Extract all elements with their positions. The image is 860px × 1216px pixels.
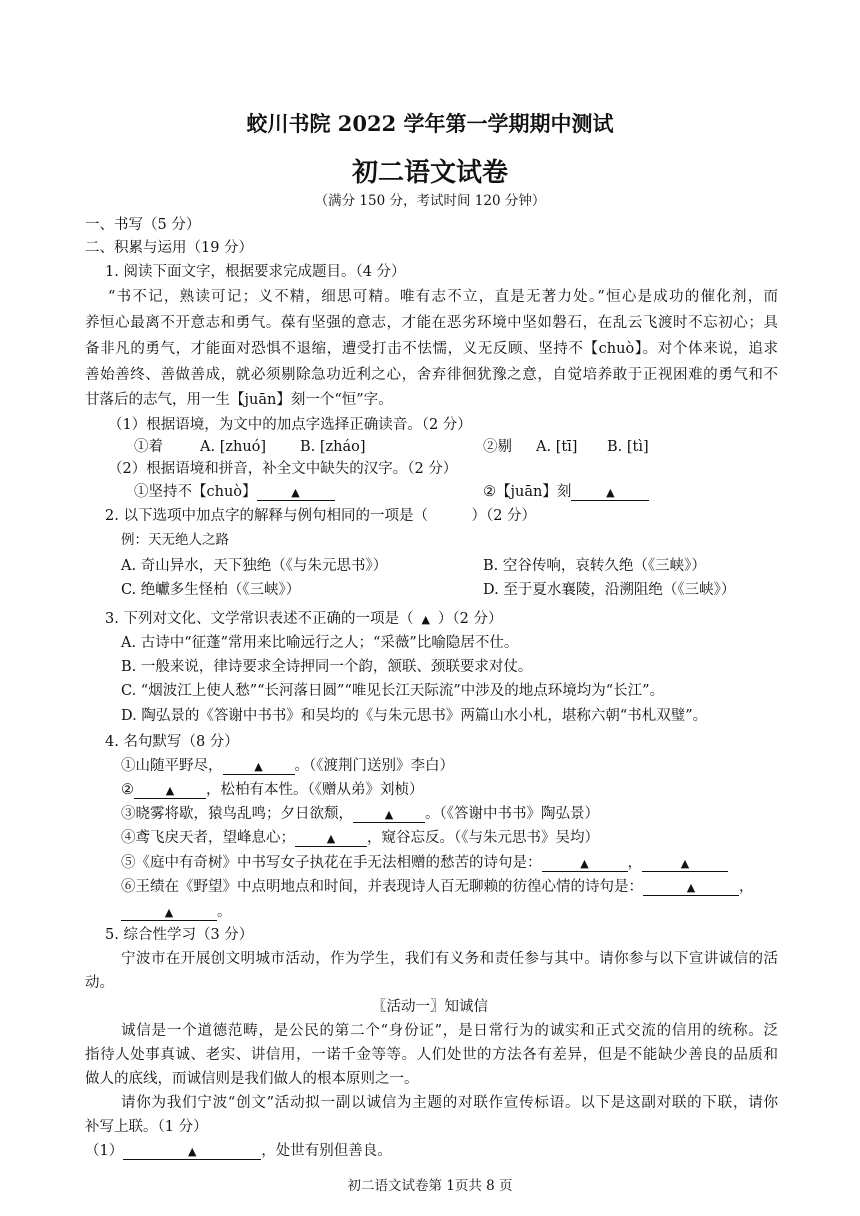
q4-line-4	[121, 831, 599, 847]
q3-stem-text: 3. 下列对文化、文学常识表述不正确的一项是（	[105, 611, 414, 627]
answer-blank[interactable]	[295, 831, 367, 847]
q5-paragraph-line: 补写上联。（1 分）	[85, 1119, 208, 1135]
q4-line-1-prefix: ①山随平野尽，	[121, 758, 223, 774]
q1-passage-line: 备非凡的勇气，才能面对恐惧不退缩，遭受打击不怯懦，义无反顾、坚持不【chuò】。对个体来说，追求	[85, 341, 778, 357]
q1-sub1-a-label: ①着	[134, 439, 163, 455]
q1-sub2: （2）根据语境和拼音，补全文中缺失的汉字。（2 分）	[108, 461, 458, 477]
section-writing: 一、书写（5 分）	[85, 217, 201, 233]
q4-line-4-suffix: ，窥谷忘反。（《与朱元思书》吴均）	[367, 830, 599, 846]
q5-answer-label: （1）	[85, 1143, 124, 1159]
q5-paragraph-line: 请你为我们宁波“创文”活动拟一副以诚信为主题的对联作宣传标语。以下是这副对联的下联，请你	[121, 1095, 778, 1111]
q4-line-1	[121, 759, 454, 775]
q2-stem: 2. 以下选项中加点字的解释与例句相同的一项是（ ）（2 分）	[105, 508, 537, 524]
answer-marker-icon: ▲	[326, 832, 336, 845]
answer-marker-icon: ▲	[254, 760, 263, 773]
answer-marker-icon: ▲	[606, 486, 615, 499]
q1-sub2-a-label: ①坚持不【chuò】	[134, 484, 257, 500]
q1-sub1: （1）根据语境，为文中的加点字选择正确读音。（2 分）	[108, 417, 472, 433]
answer-marker-icon: ▲	[680, 857, 690, 870]
q5-stem: 5. 综合性学习（3 分）	[105, 927, 254, 943]
q2-option-b: B. 空谷传响，哀转久绝（《三峡》）	[483, 558, 706, 574]
q4-line-1-suffix: 。（《渡荆门送别》李白）	[294, 758, 454, 774]
answer-blank[interactable]	[571, 485, 649, 501]
answer-marker-icon: ▲	[164, 906, 174, 919]
q1-sub1-a-option-b: B. [zháo]	[300, 439, 366, 455]
answer-blank[interactable]	[642, 856, 728, 872]
q4-line-3-suffix: 。（《答谢中书书》陶弘景）	[425, 806, 599, 822]
score-info: （满分 150 分，考试时间 120 分钟）	[314, 193, 546, 209]
q3-option-c: C. “烟波江上使人愁”“长河落日圆”“唯见长江天际流”中涉及的地点环境均为“长江”。	[121, 683, 665, 699]
q4-line-3	[121, 807, 599, 823]
answer-marker-icon: ▲	[421, 613, 430, 626]
answer-blank[interactable]	[257, 485, 335, 501]
answer-marker-icon: ▲	[188, 1145, 197, 1158]
page-footer: 初二语文试卷第 1页共 8 页	[347, 1178, 513, 1194]
q4-line-6: ⑥王绩在《野望》中点明地点和时间，并表现诗人百无聊赖的彷徨心情的诗句是： ▲ ，	[121, 879, 754, 895]
q4-line-4-prefix: ④鸢飞戾天者，望峰息心；	[121, 830, 295, 846]
q1-sub1-b-label: ②剔	[483, 439, 512, 455]
q4-line-2-suffix: ，松柏有本性。（《赠从弟》刘桢）	[206, 782, 424, 798]
answer-blank[interactable]	[134, 783, 206, 799]
q5-paragraph-line: 指待人处事真诚、老实、讲信用，一诺千金等等。人们处世的方法各有差异，但是不能缺少善良的品质和	[85, 1047, 778, 1063]
q5-answer-suffix: ，处世有别但善良。	[261, 1143, 392, 1159]
q2-option-a: A. 奇山异水，天下独绝（《与朱元思书》）	[121, 558, 388, 574]
q1-sub2-b	[483, 485, 649, 501]
answer-marker-icon: ▲	[580, 857, 589, 870]
q1-sub2-a	[134, 485, 335, 501]
q3-stem	[105, 612, 503, 627]
q5-intro: 宁波市在开展创文明城市活动，作为学生，我们有义务和责任参与其中。请你参与以下宣讲诚信的活	[121, 951, 778, 967]
paper-title: 初二语文试卷	[351, 158, 508, 188]
q1-passage-line: 甘落后的志气，用一生【juān】刻一个“恒”字。	[85, 392, 393, 408]
q3-option-d: D. 陶弘景的《答谢中书书》和吴均的《与朱元思书》两篇山水小札，堪称六朝“书札双璧”。	[121, 708, 708, 724]
answer-blank[interactable]	[123, 1144, 261, 1160]
answer-blank[interactable]	[223, 759, 295, 775]
q5-paragraph-line: 做人的底线，而诚信则是我们做人的根本原则之一。	[85, 1071, 419, 1087]
answer-marker-icon: ▲	[384, 808, 394, 821]
q2-option-d: D. 至于夏水襄陵，沿溯阻绝（《三峡》）	[483, 582, 736, 598]
q3-stem-score: ）（2 分）	[437, 611, 503, 627]
q3-option-b: B. 一般来说，律诗要求全诗押同一个韵，颔联、颈联要求对仗。	[121, 659, 533, 675]
q5-intro-cont: 动。	[85, 975, 114, 991]
q5-answer-line	[85, 1144, 392, 1160]
q1-passage-line: 善始善终、善做善成，就必须剔除急功近利之心，舍弃徘徊犹豫之意，自觉培养敢于正视困难的勇气和不	[85, 367, 778, 383]
answer-blank[interactable]	[121, 905, 217, 921]
q4-line-2-prefix: ②	[121, 782, 134, 798]
answer-marker-icon: ▲	[165, 784, 175, 797]
q4-line-5: ⑤《庭中有奇树》中书写女子执花在手无法相赠的愁苦的诗句是： ▲ ， ▲	[121, 856, 728, 872]
q4-line-3-prefix: ③晓雾将歇，猿鸟乱鸣；夕日欲颓，	[121, 806, 353, 822]
q4-line-5-text: ⑤《庭中有奇树》中书写女子执花在手无法相赠的愁苦的诗句是：	[121, 855, 542, 871]
q1-stem: 1. 阅读下面文字，根据要求完成题目。（4 分）	[105, 264, 406, 280]
school-title: 蛟川书院 2022 学年第一学期期中测试	[246, 111, 614, 136]
q1-sub1-a-option-a: A. [zhuó]	[200, 439, 267, 455]
q1-sub1-b-option-a: A. [tī]	[536, 439, 578, 455]
answer-marker-icon: ▲	[686, 881, 696, 894]
q1-passage-line: 养恒心最离不开意志和勇气。葆有坚强的意志，才能在恶劣环境中坚如磐石，在乱云飞渡时不忘初心；具	[85, 315, 778, 331]
activity-title: 〖活动一〗知诚信	[372, 999, 488, 1015]
q4-line-6-continued: ▲ 。	[121, 905, 232, 921]
answer-blank[interactable]	[643, 880, 739, 896]
q3-option-a: A. 古诗中“征蓬”常用来比喻远行之人；“采薇”比喻隐居不仕。	[121, 635, 519, 651]
q2-example: 例：天无绝人之路	[121, 532, 229, 548]
q4-line-2	[121, 783, 424, 799]
answer-blank[interactable]	[353, 807, 425, 823]
answer-blank[interactable]	[542, 856, 628, 872]
answer-marker-icon: ▲	[291, 486, 300, 499]
q4-line-6-text: ⑥王绩在《野望》中点明地点和时间，并表现诗人百无聊赖的彷徨心情的诗句是：	[121, 879, 643, 895]
section-accumulation: 二、积累与运用（19 分）	[85, 240, 254, 256]
q1-sub2-b-label: ②【juān】刻	[483, 484, 572, 500]
q5-paragraph-line: 诚信是一个道德范畴，是公民的第二个“身份证”，是日常行为的诚实和正式交流的信用的统称。泛	[121, 1023, 778, 1039]
q1-sub1-b-option-b: B. [tì]	[607, 439, 649, 455]
q1-passage-line: “书不记，熟读可记；义不精，细思可精。唯有志不立，直是无著力处。”恒心是成功的催化剂，而	[108, 289, 778, 305]
q2-option-c: C. 绝巘多生怪柏（《三峡》）	[121, 582, 301, 598]
q4-stem: 4. 名句默写（8 分）	[105, 734, 239, 750]
